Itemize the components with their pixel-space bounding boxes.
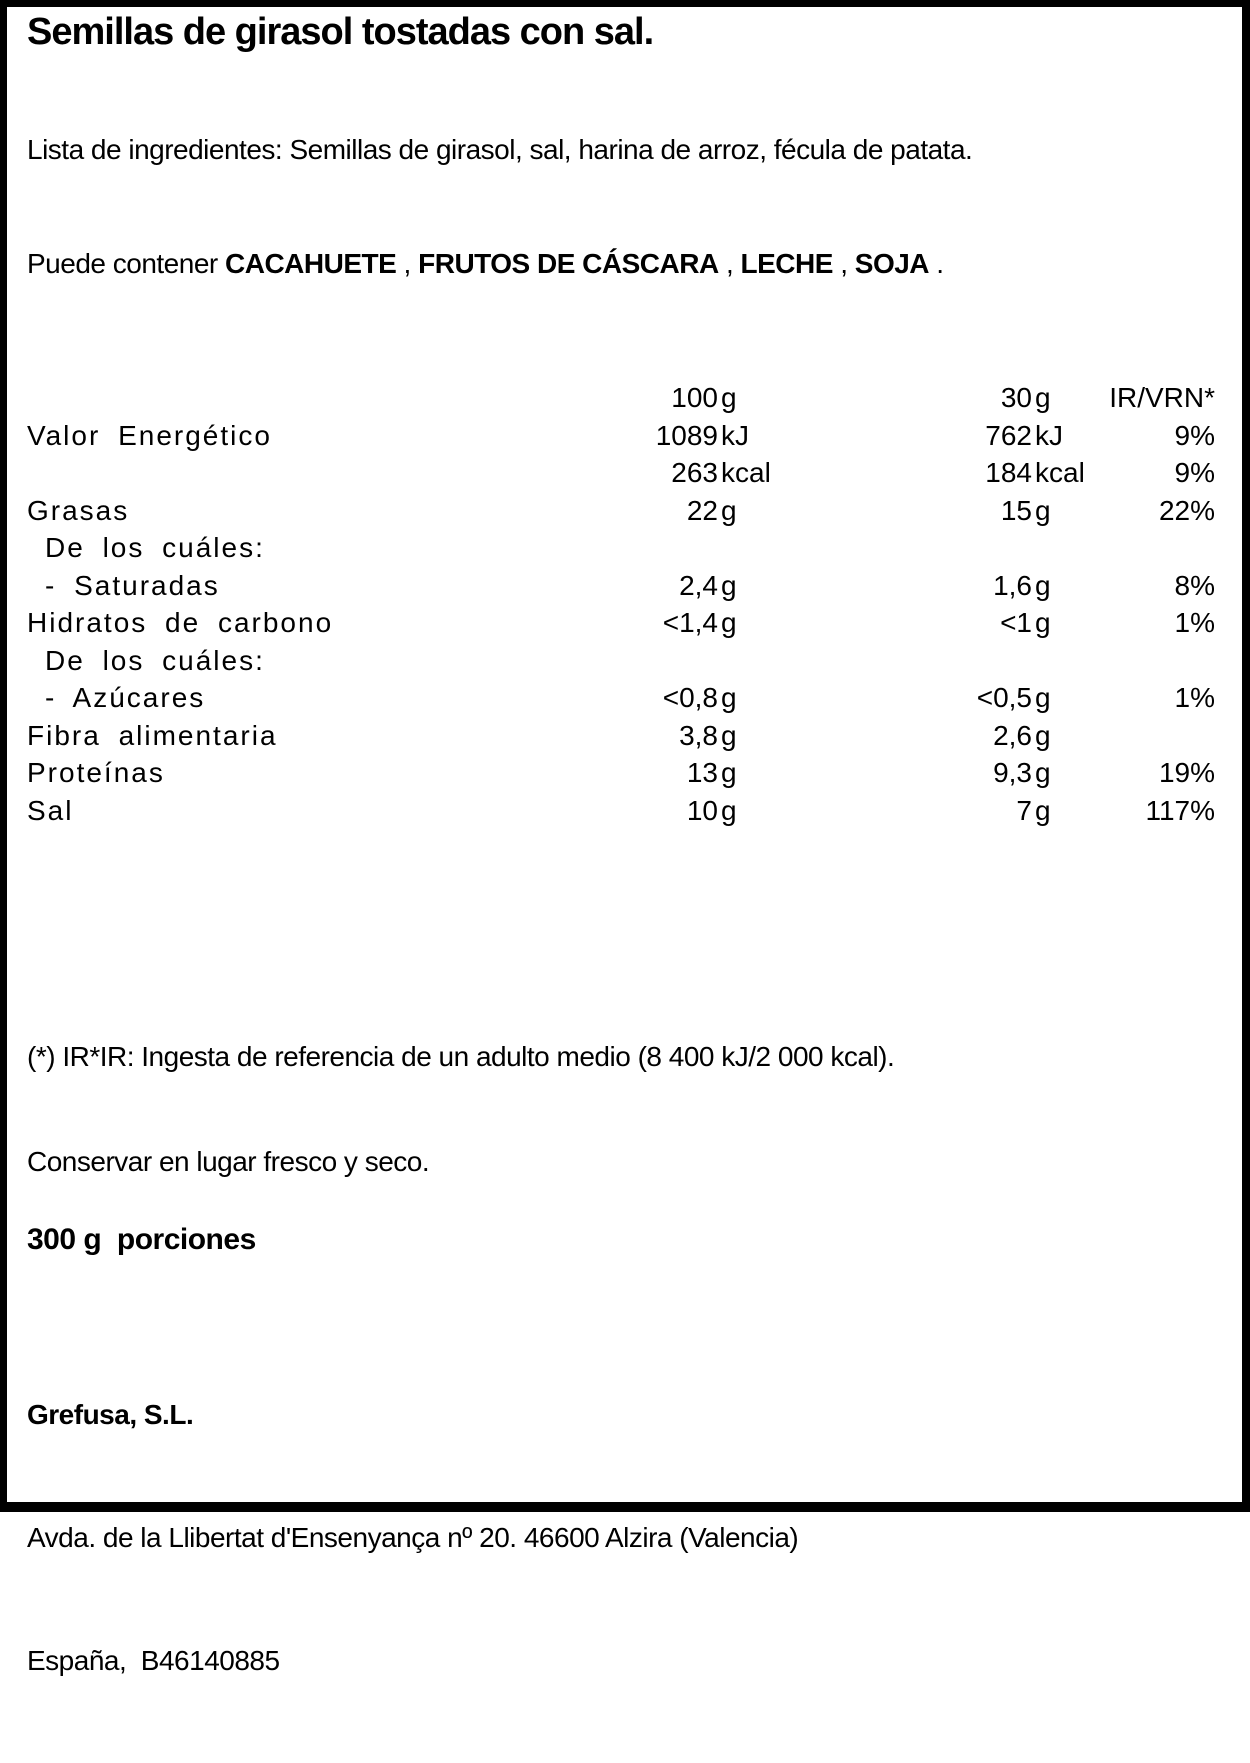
manufacturer-country-id: España, B46140885 [27, 1645, 280, 1676]
per30-cell [777, 567, 1091, 605]
per30-cell [777, 604, 1091, 642]
per100-cell [464, 492, 777, 530]
per30-unit [1032, 529, 1091, 567]
per30-value [777, 642, 1032, 680]
allergen-name: CACAHUETE [225, 248, 397, 279]
per100-unit: g [721, 682, 737, 713]
per100-unit: g [721, 757, 737, 788]
per30-unit: g [1035, 757, 1051, 788]
per100-value: 22 [686, 494, 718, 526]
per30-unit: g [1035, 682, 1051, 713]
header-per30-cell [777, 379, 1091, 417]
header-per30-value: 30 [1000, 382, 1032, 413]
per30-value: <0,5 [976, 682, 1032, 713]
table-row [27, 792, 1215, 830]
table-row [27, 642, 1215, 680]
per100-value: 1089 [655, 419, 718, 451]
per30-value [777, 529, 1032, 567]
per100-cell [464, 529, 777, 567]
per100-value: <0,8 [662, 682, 718, 713]
storage-note: Conservar en lugar fresco y seco. [27, 1146, 430, 1177]
reference-intake-note: (*) IR*IR: Ingesta de referencia de un adulto medio (8 400 kJ/2 000 kcal). [27, 1041, 895, 1072]
per30-unit: g [1035, 569, 1051, 601]
contains-prefix: Puede contener [27, 248, 225, 279]
per100-unit [718, 529, 777, 567]
per30-value: 762 [985, 419, 1032, 451]
per30-unit: g [1035, 794, 1051, 826]
per100-cell [464, 792, 777, 830]
product-title: Semillas de girasol tostadas con sal. [27, 11, 654, 53]
per30-cell [777, 492, 1091, 530]
header-label-cell [27, 379, 464, 417]
per30-cell [777, 679, 1091, 717]
per100-value: 263 [671, 457, 718, 488]
pct-cell [1091, 529, 1215, 567]
table-row [27, 717, 1215, 755]
per30-cell [777, 717, 1091, 755]
nutrient-label: - Saturadas [45, 569, 220, 601]
pct-cell: 9% [1174, 419, 1215, 451]
pct-cell: 8% [1174, 569, 1215, 601]
per100-unit: g [721, 494, 737, 526]
per30-unit: kcal [1035, 457, 1085, 488]
per30-value: 1,6 [993, 569, 1032, 601]
per100-value: 10 [686, 794, 718, 826]
allergens-line: Puede contener CACAHUETE , FRUTOS DE CÁSCARA , LECHE , SOJA . [27, 248, 944, 279]
allergen-name: FRUTOS DE CÁSCARA [418, 248, 719, 279]
per30-cell [777, 417, 1091, 455]
per30-cell [777, 454, 1091, 492]
table-row [27, 417, 1215, 455]
per100-cell [464, 604, 777, 642]
per100-cell [464, 754, 777, 792]
per30-value: 7 [1016, 794, 1032, 826]
header-per100-value: 100 [671, 382, 718, 413]
per30-unit [1032, 642, 1091, 680]
per30-unit: kJ [1035, 419, 1063, 451]
per30-unit: g [1035, 719, 1051, 751]
nutrient-label: Sal [27, 794, 74, 826]
pct-cell: 9% [1174, 457, 1215, 488]
ingredients-section [27, 55, 1232, 359]
manufacturer-block [27, 1312, 1232, 1763]
per100-unit [718, 642, 777, 680]
table-row [27, 679, 1215, 717]
nutrient-label: De los cuáles: [45, 644, 265, 676]
header-ir-vrn-cell: IR/VRN* [1109, 382, 1215, 413]
per30-cell [777, 754, 1091, 792]
per30-value: 184 [985, 457, 1032, 488]
nutrient-label: De los cuáles: [45, 532, 265, 563]
per100-unit: kcal [721, 457, 771, 488]
pct-cell: 19% [1158, 757, 1215, 788]
pct-cell: 1% [1174, 682, 1215, 713]
pct-cell: 117% [1145, 794, 1215, 826]
nutrition-table-header-row [27, 379, 1215, 417]
pct-cell [1091, 717, 1215, 755]
per100-cell [464, 454, 777, 492]
per100-unit: g [721, 794, 737, 826]
per30-value: 2,6 [993, 719, 1032, 751]
nutrient-label: Proteínas [27, 757, 165, 788]
nutrient-label: - Azúcares [45, 682, 206, 713]
manufacturer-name: Grefusa, S.L. [27, 1399, 194, 1430]
table-row [27, 492, 1215, 530]
table-row [27, 454, 1215, 492]
per100-unit: g [721, 719, 737, 751]
per100-value [464, 642, 718, 680]
per30-cell [777, 529, 1091, 567]
per100-value: <1,4 [662, 607, 718, 638]
per100-value: 3,8 [679, 719, 718, 751]
per100-cell [464, 717, 777, 755]
header-per30-unit: g [1035, 382, 1051, 413]
per100-cell [464, 417, 777, 455]
allergen-name: LECHE [740, 248, 833, 279]
per30-cell [777, 792, 1091, 830]
nutrient-label: Fibra alimentaria [27, 719, 278, 751]
per100-unit: g [721, 607, 737, 638]
pct-cell: 22% [1158, 494, 1215, 526]
per30-unit: g [1035, 494, 1051, 526]
header-per100-cell [464, 379, 777, 417]
table-row [27, 754, 1215, 792]
nutrient-label [27, 454, 464, 492]
per30-unit: g [1035, 607, 1051, 638]
nutrient-label: Grasas [27, 494, 130, 526]
per100-value: 13 [686, 757, 718, 788]
per100-cell [464, 642, 777, 680]
per100-value [464, 529, 718, 567]
table-row [27, 567, 1215, 605]
header-per100-unit: g [721, 382, 737, 413]
per100-unit: g [721, 569, 737, 601]
per100-cell [464, 567, 777, 605]
nutrition-table [27, 379, 1215, 829]
table-row [27, 529, 1215, 567]
manufacturer-address: Avda. de la Llibertat d'Ensenyança nº 20. 46600 Alzira (Valencia) [27, 1522, 799, 1553]
per100-value: 2,4 [679, 569, 718, 601]
nutrient-label: Valor Energético [27, 419, 272, 451]
per30-cell [777, 642, 1091, 680]
pct-cell [1091, 642, 1215, 680]
nutrient-label: Hidratos de carbono [27, 607, 334, 638]
nutrition-rows [27, 417, 1215, 830]
pct-cell: 1% [1174, 607, 1215, 638]
per30-value: 9,3 [993, 757, 1032, 788]
per100-cell [464, 679, 777, 717]
per30-value: 15 [1000, 494, 1032, 526]
ingredients-list: Lista de ingredientes: Semillas de girasol, sal, harina de arroz, fécula de patata. [27, 134, 973, 165]
table-row [27, 604, 1215, 642]
allergen-name: SOJA [854, 248, 930, 279]
net-weight: 300 g porciones [27, 1223, 256, 1256]
per30-value: <1 [1000, 607, 1032, 638]
per100-unit: kJ [721, 419, 749, 451]
